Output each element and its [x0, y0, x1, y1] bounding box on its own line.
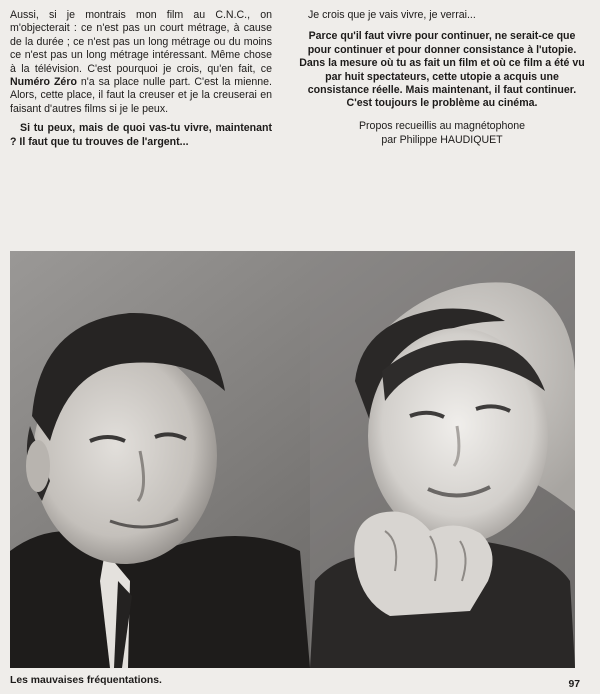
interview-credit	[298, 119, 586, 147]
left-text-column	[10, 9, 272, 149]
interview-answer-intro: Je crois que je vais vivre, je verrai...	[308, 9, 476, 21]
photo-caption: Les mauvaises fréquentations.	[10, 675, 162, 686]
page-number: 97	[568, 679, 580, 690]
interview-question: Si tu peux, mais de quoi vas-tu vivre, maintenant ? Il faut que tu trouves de l'argent...	[10, 122, 272, 148]
credit-author: par Philippe HAUDIQUET	[381, 133, 503, 146]
article-paragraph	[10, 9, 272, 116]
article-paragraph-start: Aussi, si je montrais mon film au C.N.C., on m'objecterait : ce n'est pas un court métrage, à cause de la durée ; ce n'est pas un long métrage ou du moins ce n'est pas un long métrage intéressant. Même chose à la télévision. C'est pourquoi je crois, qu'en fait, ce	[10, 9, 272, 75]
film-title: Numéro Zéro	[10, 76, 77, 89]
film-still-illustration	[10, 251, 575, 668]
article-paragraph-end: n'a sa place nulle part. C'est la mienne. Alors, cette place, il faut la creuser et je la creuserai en faisant d'autres films si je le peux.	[10, 76, 272, 115]
right-text-column	[298, 9, 586, 147]
credit-line: Propos recueillis au magnétophone	[358, 119, 526, 132]
interview-answer: Parce qu'il faut vivre pour continuer, ne serait-ce que pour continuer et pour donner consistance à l'utopie. Dans la mesure où tu as fait un film et où ce film a été vu par huit spectateurs, cette utopie a acquis une consistance réelle. Mais maintenant, il faut continuer. C'est toujours le problème au cinéma.	[299, 30, 585, 110]
film-still-photo	[10, 251, 575, 668]
